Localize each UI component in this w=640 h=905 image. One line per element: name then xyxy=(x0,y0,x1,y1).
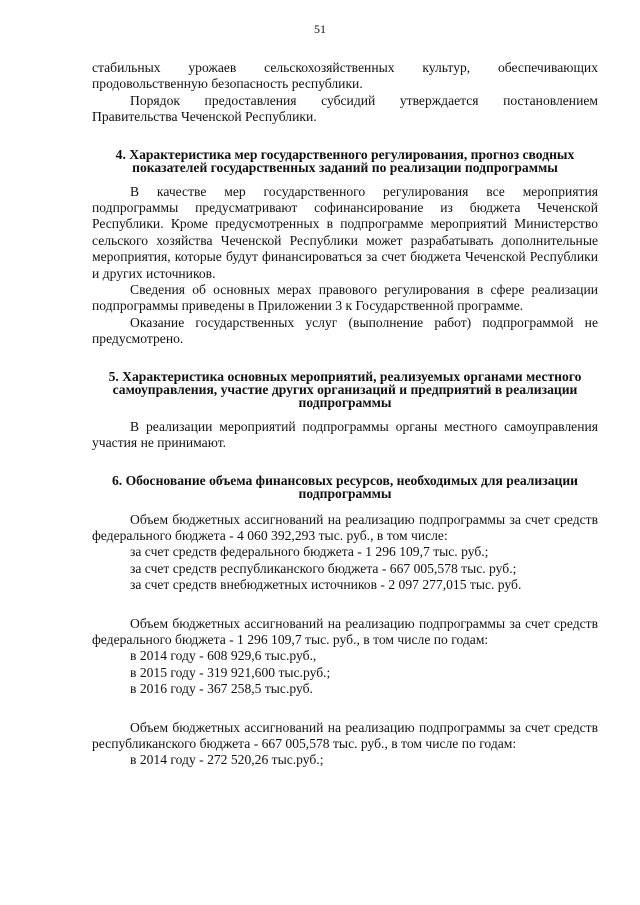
funding-total-paragraph: Объем бюджетных ассигнований на реализацию подпрограммы за счет средств федерального бюджета - 4 060 392,293 тыс. руб., в том числе: xyxy=(92,511,598,543)
document-body xyxy=(92,60,598,769)
section-6-heading: 6. Обоснование объема финансовых ресурсов, необходимых для реализации подпрограммы xyxy=(111,472,579,501)
republican-year-item: в 2014 году - 272 520,26 тыс.руб.; xyxy=(130,752,324,768)
page-number: 51 xyxy=(314,22,326,36)
section-4-paragraph-1: В качестве мер государственного регулирования все мероприятия подпрограммы предусматривают софинансирование из бюджета Чеченской Республики. Кроме предусмотренных в подпрограмме мероприятий Министерство сельского хозяйства Чеченской Республики может разрабатывать дополнительные мероприятия, которые будут финансироваться за счет бюджета Чеченской Республики и других источников. xyxy=(92,183,598,281)
section-5-paragraph-1: В реализации мероприятий подпрограммы органы местного самоуправления участия не принимают. xyxy=(92,418,598,451)
funding-source-item: за счет средств внебюджетных источников - 2 097 277,015 тыс. руб. xyxy=(130,577,522,593)
federal-year-item: в 2016 году - 367 258,5 тыс.руб. xyxy=(130,681,313,697)
funding-source-item: за счет средств республиканского бюджета - 667 005,578 тыс. руб.; xyxy=(130,560,517,576)
intro-paragraph-1: стабильных урожаев сельскохозяйственных культур, обеспечивающих продовольственную безопасность республики. xyxy=(92,60,598,92)
republican-funding-paragraph: Объем бюджетных ассигнований на реализацию подпрограммы за счет средств республиканского бюджета - 667 005,578 тыс. руб., в том числе по годам: xyxy=(92,719,598,751)
federal-year-item: в 2015 году - 319 921,600 тыс.руб.; xyxy=(130,664,331,680)
funding-source-item: за счет средств федерального бюджета - 1 296 109,7 тыс. руб.; xyxy=(130,544,489,560)
section-4-paragraph-2: Сведения об основных мерах правового регулирования в сфере реализации подпрограммы приведены в Приложении 3 к Государственной программе. xyxy=(92,282,598,314)
federal-funding-paragraph: Объем бюджетных ассигнований на реализацию подпрограммы за счет средств федерального бюджета - 1 296 109,7 тыс. руб., в том числе по годам: xyxy=(92,615,598,647)
section-5-heading: 5. Характеристика основных мероприятий, реализуемых органами местного самоуправления, участие других организаций и предприятий в реализации подпрограммы xyxy=(108,368,582,410)
section-4-heading: 4. Характеристика мер государственного регулирования, прогноз сводных показателей государственных заданий по реализации подпрограммы xyxy=(115,146,575,175)
section-4-paragraph-3: Оказание государственных услуг (выполнение работ) подпрограммой не предусмотрено. xyxy=(92,314,598,347)
federal-year-item: в 2014 году - 608 929,6 тыс.руб., xyxy=(130,648,317,664)
intro-paragraph-2: Порядок предоставления субсидий утверждается постановлением Правительства Чеченской Республики. xyxy=(92,92,598,125)
